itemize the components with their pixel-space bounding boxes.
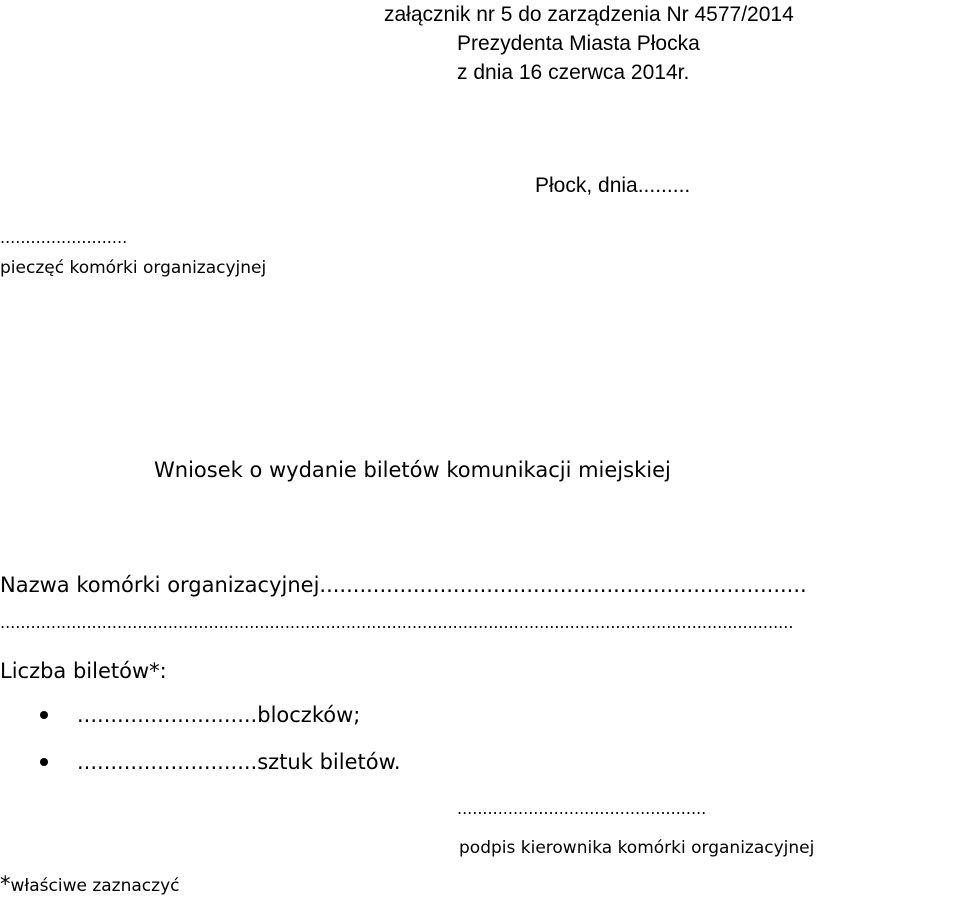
signature-dots: ................................................. <box>457 799 707 818</box>
bullet-icon <box>40 711 48 719</box>
tickets-item-booklets: ...........................bloczków; <box>77 703 361 727</box>
attachment-line-2: Prezydenta Miasta Płocka <box>457 32 700 55</box>
unit-name-continuation: ............................................................................................................................................................ <box>0 613 794 632</box>
bullet-icon <box>40 758 48 766</box>
footnote <box>0 870 179 898</box>
footnote-text: właściwe zaznaczyć <box>10 876 180 896</box>
footnote-star: * <box>0 872 11 896</box>
document-title: Wniosek o wydanie biletów komunikacji miejskiej <box>154 458 671 482</box>
tickets-item-single: ...........................sztuk biletów. <box>77 750 401 774</box>
unit-name-line: Nazwa komórki organizacyjnej......................................................................... <box>0 573 807 597</box>
stamp-label: pieczęć komórki organizacyjnej <box>0 258 267 278</box>
attachment-line-1: załącznik nr 5 do zarządzenia Nr 4577/2014 <box>384 3 794 26</box>
stamp-dots: ......................... <box>0 228 128 247</box>
signature-label: podpis kierownika komórki organizacyjnej <box>459 838 815 858</box>
attachment-line-3: z dnia 16 czerwca 2014r. <box>457 61 690 84</box>
tickets-heading: Liczba biletów*: <box>0 659 167 683</box>
place-date: Płock, dnia......... <box>535 174 691 197</box>
